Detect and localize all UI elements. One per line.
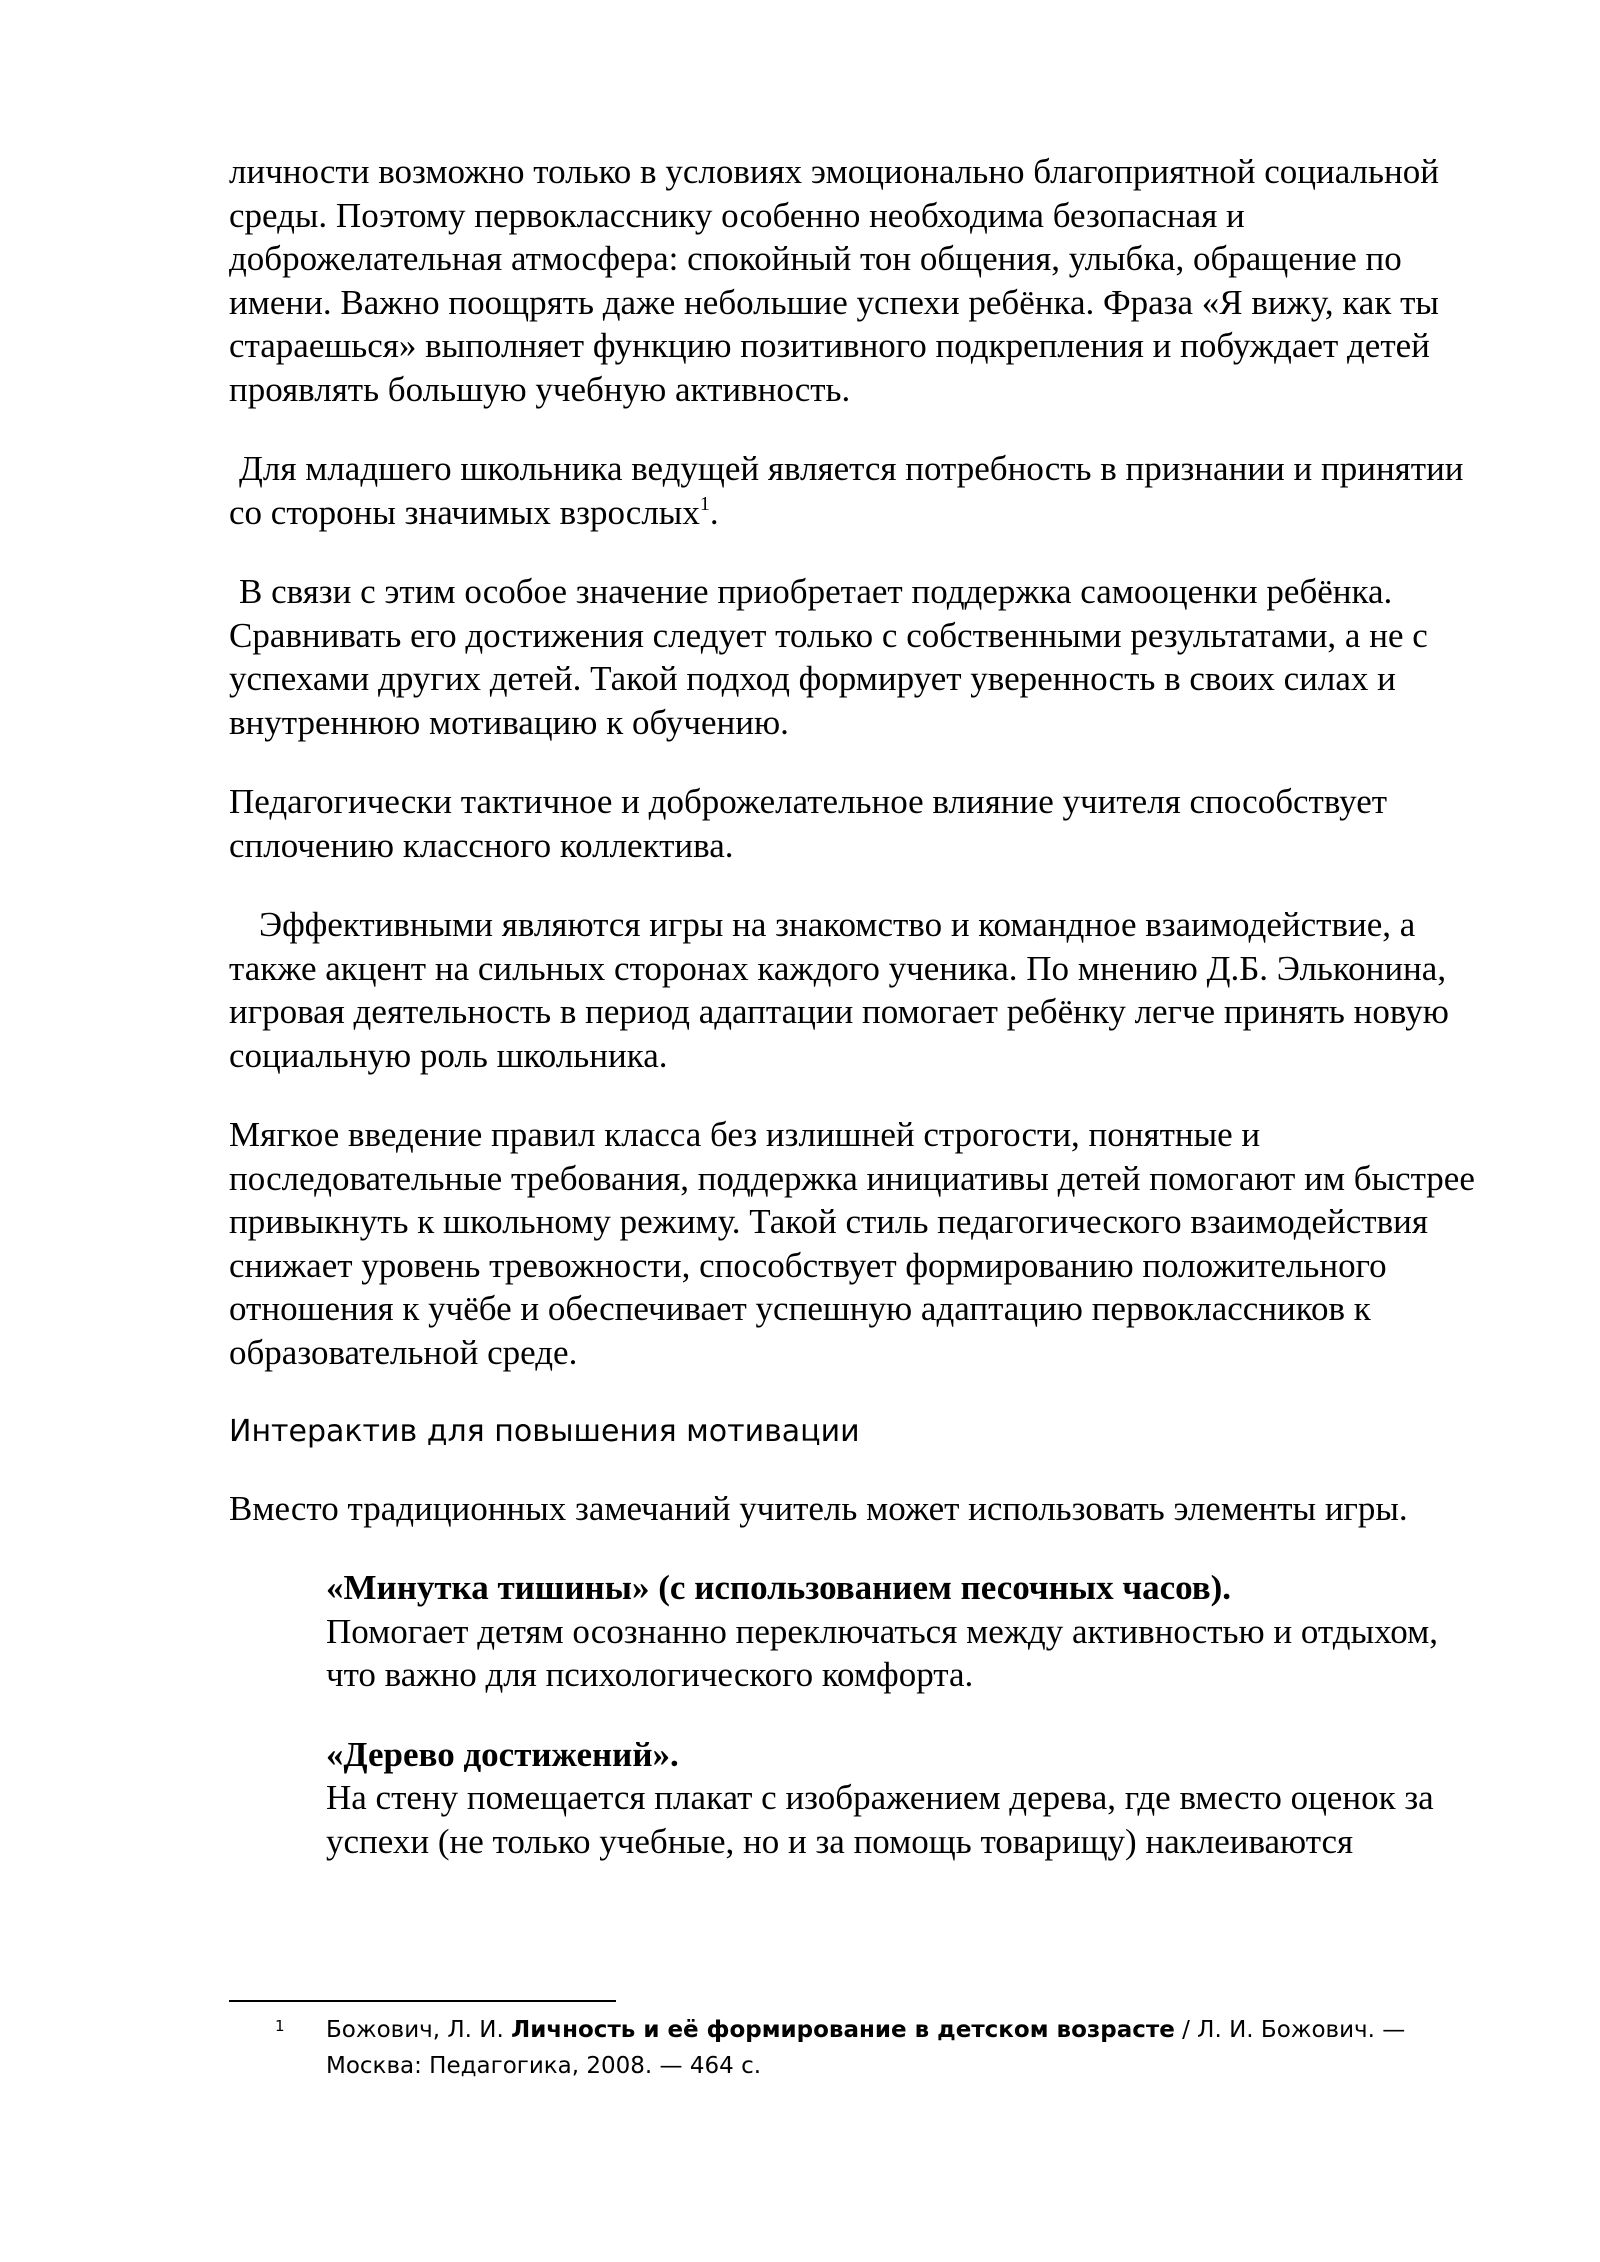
- intro-paragraph: Вместо традиционных замечаний учитель может использовать элементы игры.: [229, 1488, 1408, 1528]
- footnote-reference[interactable]: 1: [699, 492, 710, 515]
- game-item-tree-of-achievements: [326, 1733, 1489, 1864]
- paragraph-4: Педагогически тактичное и доброжелательное влияние учителя способствует сплочению классного коллектива.: [229, 782, 1388, 865]
- footnote-separator: [229, 2000, 616, 2002]
- paragraph-2-text: Для младшего школьника ведущей является потребность в признании и принятии со стороны значимых взрослых: [229, 449, 1464, 532]
- footnote-publication: / Л. И. Божович. — Москва: Педагогика, 2008. — 464 с.: [326, 2017, 1406, 2079]
- paragraph-1: личности возможно только в условиях эмоционально благоприятной социальной среды. Поэтому первокласснику особенно необходима безопасная и доброжелательная атмосфера: спокойный тон общения, улыбка, обращение по имени. Важно поощрять даже небольшие успехи ребёнка. Фраза «Я вижу, как ты стараешься» выполняет функцию позитивного подкрепления и побуждает детей проявлять большую учебную активность.: [229, 152, 1439, 409]
- section-heading: Интерактив для повышения мотивации: [229, 1414, 860, 1449]
- game-description: На стену помещается плакат с изображением дерева, где вместо оценок за успехи (не только учебные, но и за помощь товарищу) наклеиваются: [326, 1778, 1434, 1861]
- game-title: «Минутка тишины» (с использованием песочных часов).: [326, 1568, 1232, 1607]
- paragraph-6: Мягкое введение правил класса без излишней строгости, понятные и последовательные требования, поддержка инициативы детей помогают им быстрее привыкнуть к школьному режиму. Такой стиль педагогического взаимодействия снижает уровень тревожности, способствует формированию положительного отношения к учёбе и обеспечивает успешную адаптацию первоклассников к образовательной среде.: [229, 1115, 1475, 1372]
- footnote-author: Божович, Л. И.: [326, 2017, 512, 2043]
- paragraph-2-end: .: [709, 492, 719, 532]
- paragraph-2: [229, 447, 1489, 534]
- paragraph-5: Эффективными являются игры на знакомство и командное взаимодействие, а также акцент на сильных сторонах каждого ученика. По мнению Д.Б. Эльконина, игровая деятельность в период адаптации помогает ребёнку легче принять новую социальную роль школьника.: [229, 905, 1449, 1075]
- document-body: [229, 150, 1489, 1899]
- footnote-number: 1: [275, 2017, 285, 2035]
- game-description: Помогает детям осознанно переключаться между активностью и отдыхом, что важно для психологического комфорта.: [326, 1611, 1438, 1694]
- game-title: «Дерево достижений».: [326, 1734, 679, 1774]
- footnote: [229, 2012, 1489, 2084]
- footnote-text: [326, 2012, 1489, 2084]
- footnote-title: Личность и её формирование в детском возрасте: [511, 2017, 1175, 2043]
- game-item-minute-of-silence: [326, 1566, 1489, 1697]
- paragraph-3: В связи с этим особое значение приобретает поддержка самооценки ребёнка. Сравнивать его достижения следует только с собственными результатами, а не с успехами других детей. Такой подход формирует уверенность в своих силах и внутреннюю мотивацию к обучению.: [229, 572, 1428, 742]
